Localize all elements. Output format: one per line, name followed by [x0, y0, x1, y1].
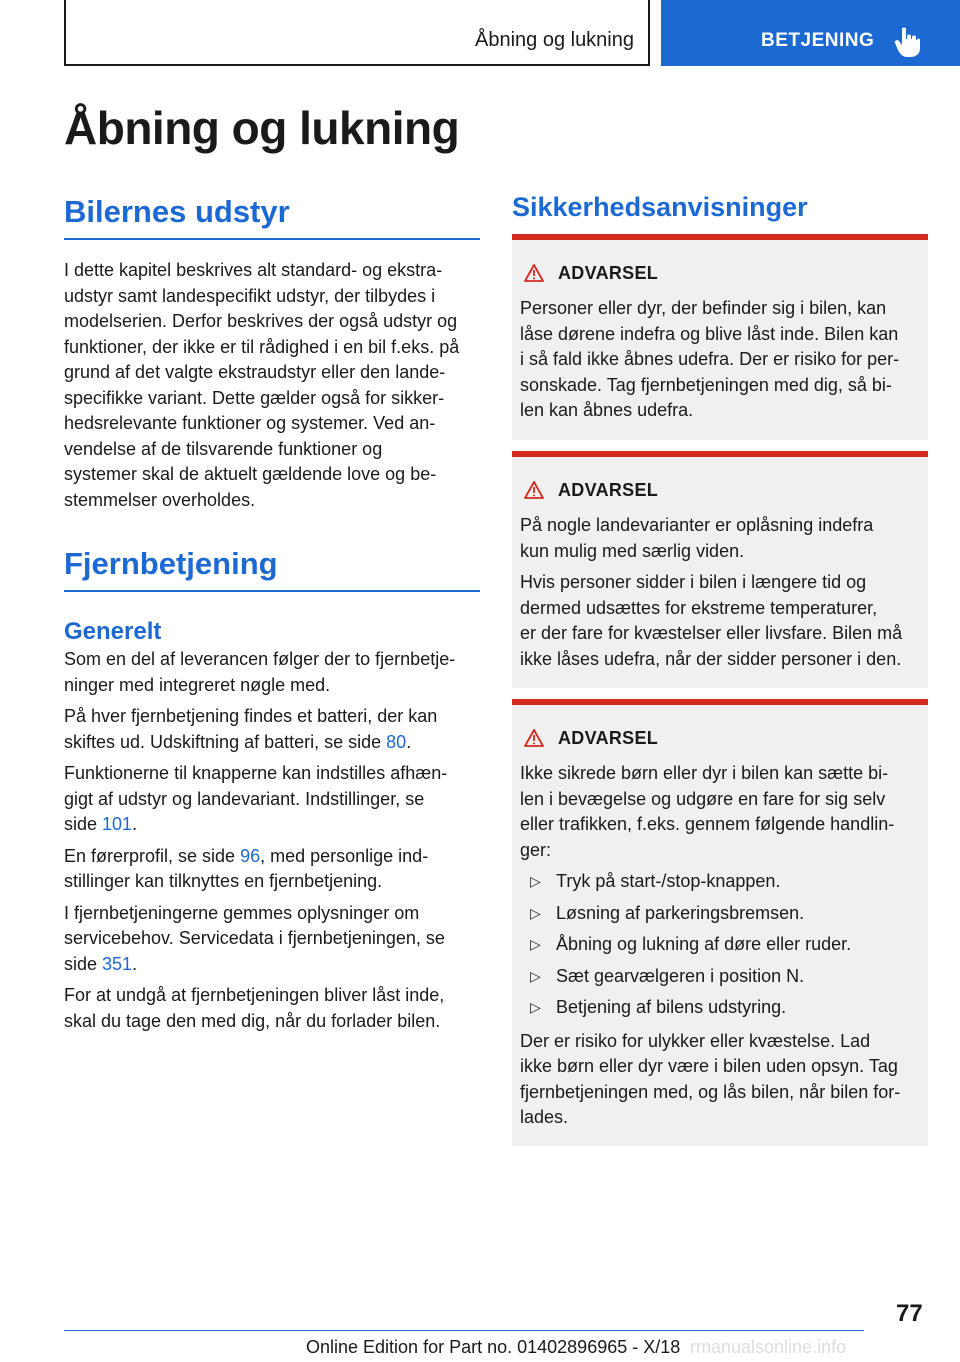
- section-bilernes-udstyr: [64, 194, 480, 513]
- warning-triangle-icon: [524, 481, 544, 499]
- header-chapter-box: [64, 0, 650, 66]
- bullet-item: [520, 964, 920, 990]
- page-link-351[interactable]: 351: [102, 953, 133, 974]
- warning-header: [520, 258, 920, 288]
- text-line: len kan åbnes udefra.: [520, 400, 694, 420]
- footer-edition: Online Edition for Part no. 01402896965 - X/18: [306, 1337, 681, 1357]
- text-line: ikke børn eller dyr være i bilen uden opsyn. Tag: [520, 1056, 898, 1076]
- text-line: sonskade. Tag fjernbetjeningen med dig, så bi-: [520, 374, 892, 395]
- heading-bilernes-udstyr: Bilernes udstyr: [64, 194, 290, 229]
- page-link-101[interactable]: 101: [102, 814, 133, 834]
- generelt-paragraph-1: [64, 647, 480, 698]
- text-fragment: En førerprofil, se side: [64, 845, 241, 866]
- text-line: Som en del af leverancen følger der to fjernbetje-: [64, 649, 456, 669]
- text-line: len i bevægelse og udgøre en fare for sig selv: [520, 788, 886, 809]
- bullet-item: [520, 932, 920, 958]
- text-line: Funktionerne til knapperne kan indstilles afhæn-: [64, 763, 448, 783]
- text-fragment: , med personlige ind-: [260, 845, 429, 866]
- bullet-text: Løsning af parkeringsbremsen.: [556, 902, 805, 923]
- text-line: Der er risiko for ulykker eller kvæstelse. Lad: [520, 1030, 871, 1051]
- text-line: gigt af udstyr og landevariant. Indstillinger, se: [64, 788, 425, 809]
- heading-generelt: Generelt: [64, 618, 162, 645]
- section-sikkerhedsanvisninger: [512, 192, 928, 223]
- bullet-text: Tryk på start-/stop-knappen.: [556, 871, 781, 891]
- bullet-item: [520, 869, 920, 895]
- warning-box-1: [512, 234, 928, 440]
- bullet-marker-icon: ▷: [530, 904, 541, 921]
- bullet-item: [520, 995, 920, 1021]
- heading-fjernbetjening: Fjernbetjening: [64, 546, 278, 581]
- generelt-paragraph-2: [64, 704, 480, 755]
- text-line: Hvis personer sidder i bilen i længere tid og: [520, 572, 867, 592]
- heading-rule: [64, 590, 480, 592]
- text-line: [64, 844, 480, 870]
- text-line: ikke låses udefra, når der sidder personer i den.: [520, 648, 902, 669]
- text-line: dermed udsættes for ekstreme temperaturer,: [520, 597, 878, 618]
- text-line: servicebehov. Servicedata i fjernbetjeningen, se: [64, 928, 445, 948]
- warning-title: ADVARSEL: [558, 727, 659, 748]
- warning-text-1: [520, 513, 920, 564]
- text-line: er der fare for kvæstelser eller livsfare. Bilen må: [520, 623, 903, 643]
- warning-triangle-icon: [524, 729, 544, 747]
- bullet-marker-icon: ▷: [530, 999, 541, 1015]
- text-line: ger:: [520, 839, 552, 860]
- section-fjernbetjening: [64, 546, 480, 1034]
- warning-header: [520, 475, 920, 505]
- text-line: lades.: [520, 1107, 569, 1127]
- text-fragment: skiftes ud. Udskiftning af batteri, se side: [64, 731, 387, 752]
- text-fragment: side: [64, 953, 103, 974]
- text-line: i så fald ikke åbnes udefra. Der er risiko for per-: [520, 349, 900, 369]
- header-section-title: BETJENING: [761, 30, 875, 51]
- page-link-96[interactable]: 96: [240, 845, 261, 866]
- generelt-paragraph-6: [64, 983, 480, 1034]
- text-line: [64, 952, 480, 978]
- bullet-item: [520, 901, 920, 927]
- heading-sikkerhedsanvisninger: Sikkerhedsanvisninger: [512, 192, 808, 222]
- text-line: Ikke sikrede børn eller dyr i bilen kan sætte bi-: [520, 763, 889, 783]
- text-fragment: .: [406, 731, 412, 752]
- text-fragment: side: [64, 814, 103, 834]
- text-line: På nogle landevarianter er oplåsning indefra: [520, 515, 874, 535]
- bullet-text: Åbning og lukning af døre eller ruder.: [556, 934, 852, 954]
- text-line: vendelse af de tilsvarende funktioner og: [64, 438, 383, 459]
- bullet-text: Betjening af bilens udstyring.: [556, 997, 787, 1017]
- warning-box-2: [512, 451, 928, 688]
- header-section-tab: [661, 0, 960, 66]
- warning-text-2: [520, 570, 920, 672]
- text-line: [64, 730, 480, 756]
- text-line: grund af det valgte ekstraudstyr eller den lande-: [64, 362, 446, 382]
- udstyr-paragraph: [64, 258, 480, 513]
- generelt-paragraph-3: [64, 761, 480, 838]
- warning-title: ADVARSEL: [558, 479, 659, 500]
- footer-rule: [64, 1330, 864, 1331]
- text-line: For at undgå at fjernbetjeningen bliver låst inde,: [64, 985, 445, 1005]
- text-line: fjernbetjeningen med, og lås bilen, når bilen for-: [520, 1081, 901, 1102]
- warning-text: [520, 296, 920, 424]
- generelt-paragraph-5: [64, 901, 480, 978]
- watermark: rmanualsonline.info: [690, 1337, 847, 1357]
- text-line: eller trafikken, f.eks. gennem følgende handlin-: [520, 814, 895, 834]
- text-line: I fjernbetjeningerne gemmes oplysninger om: [64, 902, 420, 923]
- text-line: I dette kapitel beskrives alt standard- og ekstra-: [64, 260, 443, 280]
- warning-text-2: [520, 1029, 920, 1131]
- heading-rule: [64, 238, 480, 240]
- text-line: hedsrelevante funktioner og systemer. Ved an-: [64, 413, 436, 433]
- text-line: kun mulig med særlig viden.: [520, 540, 745, 561]
- text-line: systemer skal de aktuelt gældende love og be-: [64, 464, 437, 484]
- generelt-paragraph-4: [64, 844, 480, 895]
- text-line: ninger med integreret nøgle med.: [64, 674, 331, 695]
- text-line: På hver fjernbetjening findes et batteri, der kan: [64, 706, 438, 726]
- text-line: skal du tage den med dig, når du forlader bilen.: [64, 1010, 441, 1031]
- text-line: Personer eller dyr, der befinder sig i bilen, kan: [520, 298, 887, 318]
- bullet-marker-icon: ▷: [530, 967, 541, 984]
- warning-box-3: [512, 699, 928, 1146]
- text-fragment: .: [132, 953, 138, 974]
- header-chapter-title: Åbning og lukning: [474, 29, 634, 51]
- text-line: modelserien. Derfor beskrives der også udstyr og: [64, 311, 458, 331]
- text-line: specifikke variant. Dette gælder også for sikker-: [64, 387, 445, 408]
- page-number: 77: [896, 1300, 923, 1327]
- bullet-marker-icon: ▷: [530, 936, 541, 952]
- text-line: stemmelser overholdes.: [64, 489, 256, 510]
- text-line: [64, 812, 480, 838]
- page-title: Åbning og lukning: [64, 102, 460, 154]
- text-line: stillinger kan tilknyttes en fjernbetjening.: [64, 871, 383, 891]
- warning-triangle-icon: [524, 264, 544, 282]
- text-fragment: .: [132, 814, 138, 834]
- text-line: funktioner, der ikke er til rådighed i en bil f.eks. på: [64, 336, 460, 357]
- page-link-80[interactable]: 80: [386, 731, 407, 752]
- warning-header: [520, 723, 920, 753]
- warning-text-1: [520, 761, 920, 863]
- bullet-text: Sæt gearvælgeren i position N.: [556, 965, 805, 986]
- bullet-marker-icon: ▷: [530, 873, 541, 889]
- pointing-hand-icon: [893, 26, 921, 58]
- warning-title: ADVARSEL: [558, 262, 659, 283]
- text-line: låse dørene indefra og blive låst inde. Bilen kan: [520, 323, 899, 344]
- text-line: udstyr samt landespecifikt udstyr, der tilbydes i: [64, 285, 436, 306]
